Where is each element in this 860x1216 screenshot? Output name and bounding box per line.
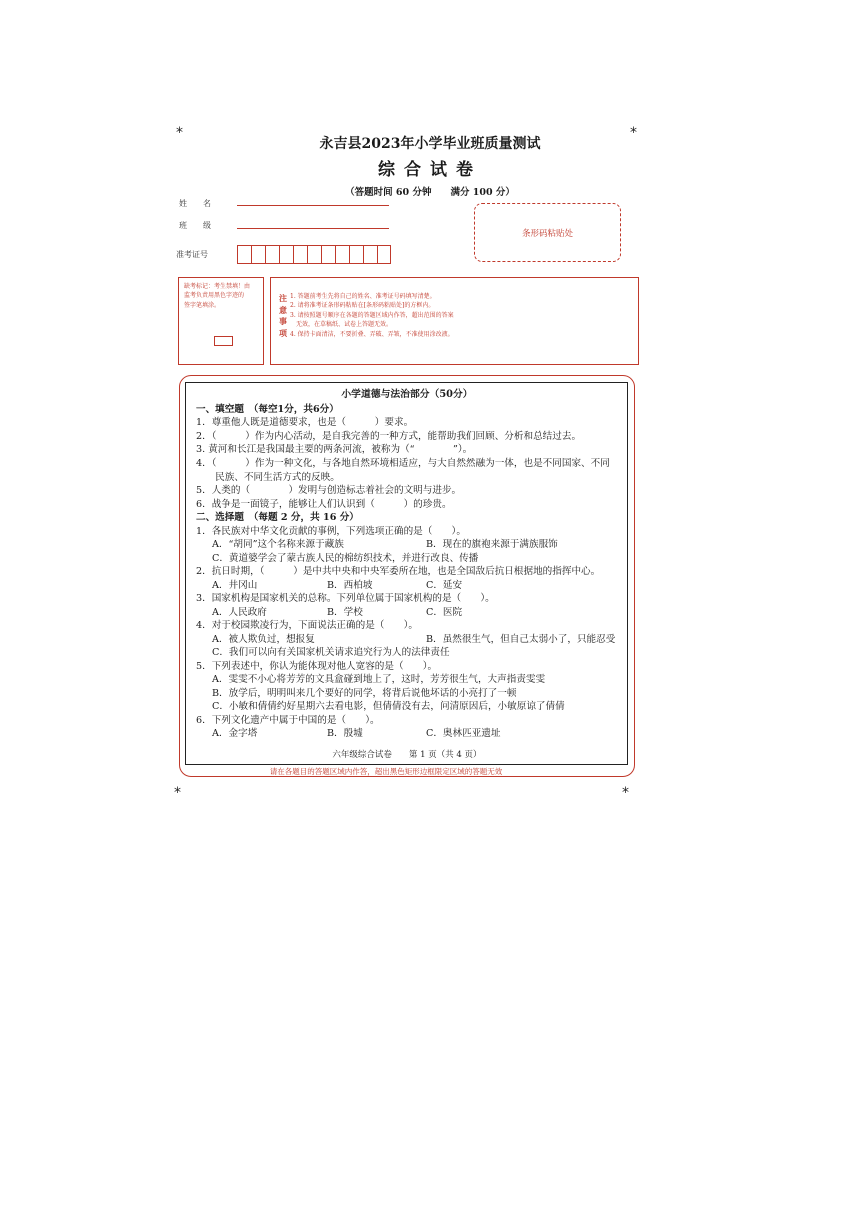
- question-line: 2．（ ）作为内心活动，是自我完善的一种方式，能帮助我们回顾、分析和总结过去。: [196, 431, 582, 442]
- exam-subtitle: 综合试卷: [378, 160, 482, 180]
- question-stem: 4．对于校园欺凌行为，下面说法正确的是（ ）。: [196, 620, 418, 631]
- corner-mark: *: [622, 785, 629, 801]
- notice-item: 3. 请按照题号顺序在各题的答题区域内作答，超出范围的答案: [290, 311, 454, 319]
- id-box[interactable]: [279, 245, 293, 264]
- option-c: C．奥林匹亚遗址: [426, 728, 501, 739]
- notice-vertical-label: 注 意 事 项: [279, 293, 287, 338]
- question-stem: 2．抗日时期，（ ）是中共中央和中央军委所在地，也是全国敌后抗日根据地的指挥中心。: [196, 566, 601, 577]
- option-b: B．放学后，明明叫来几个要好的同学，将背后说他坏话的小亮打了一顿: [212, 688, 517, 699]
- question-line: 1．尊重他人既是道德要求，也是（ ）要求。: [196, 417, 414, 428]
- id-boxes[interactable]: [237, 245, 391, 264]
- question-line: 6．战争是一面镜子，能够让人们认识到（ ）的珍贵。: [196, 499, 452, 510]
- section-title: 小学道德与法治部分（50分）: [341, 389, 473, 400]
- barcode-label: 条形码粘贴处: [521, 228, 573, 239]
- question-stem: 6．下列文化遗产中属于中国的是（ ）。: [196, 715, 380, 726]
- option-a: A．被人欺负过，想报复: [212, 634, 315, 645]
- id-box[interactable]: [251, 245, 265, 264]
- id-box[interactable]: [237, 245, 251, 264]
- corner-mark: *: [174, 785, 181, 801]
- part1-heading: 一、填空题 （每空1分，共6分）: [196, 404, 339, 415]
- id-box[interactable]: [377, 245, 391, 264]
- corner-mark: *: [176, 125, 183, 141]
- id-box[interactable]: [363, 245, 377, 264]
- absence-mark-box: [178, 277, 264, 365]
- id-box[interactable]: [293, 245, 307, 264]
- id-box[interactable]: [349, 245, 363, 264]
- notice-box: [270, 277, 639, 365]
- question-line: 4．（ ）作为一种文化，与各地自然环境相适应，与大自然然融为一体，也是不同国家、不同: [196, 458, 610, 469]
- id-box[interactable]: [307, 245, 321, 264]
- option-c: C．医院: [426, 607, 463, 618]
- option-b: B．学校: [327, 607, 363, 618]
- id-label: 准考证号: [176, 250, 208, 259]
- id-box[interactable]: [321, 245, 335, 264]
- option-b: B．西柏坡: [327, 580, 373, 591]
- question-line: 民族、不同生活方式的反映。: [196, 472, 340, 483]
- option-a: A．雯雯不小心将芳芳的文具盒碰到地上了，这时，芳芳很生气，大声指责雯雯: [212, 674, 546, 685]
- notice-item: 1. 答题前考生先将自己的姓名、准考证号码填写清楚。: [290, 293, 436, 300]
- question-stem: 5．下列表述中，你认为能体现对他人宽容的是（ ）。: [196, 661, 438, 672]
- notice-item: 2. 请将准考证条形码粘贴在[条形码粘贴处]的方框内。: [290, 302, 435, 310]
- page-footer: 六年级综合试卷 第 1 页（共 4 页）: [332, 750, 482, 760]
- name-field[interactable]: [237, 205, 389, 206]
- option-a: A．人民政府: [212, 607, 267, 618]
- exam-title: 永吉县2023年小学毕业班质量测试: [319, 136, 541, 152]
- notice-item: 无效，在草稿纸、试卷上答题无效。: [290, 321, 393, 329]
- id-box[interactable]: [335, 245, 349, 264]
- name-label: 姓 名: [179, 199, 211, 208]
- option-c: C．小敏和倩倩约好星期六去看电影，但倩倩没有去，问清原因后，小敏原谅了倩倩: [212, 701, 565, 712]
- question-stem: 1．各民族对中华文化贡献的事例，下列选项正确的是（ ）。: [196, 526, 466, 537]
- barcode-area: [474, 203, 621, 262]
- option-a: A．“胡同”这个名称来源于藏族: [212, 539, 344, 550]
- option-b: B．现在的旗袍来源于满族服饰: [426, 539, 558, 550]
- option-c: C．延安: [426, 580, 463, 591]
- option-c: C．黄道婆学会了蒙古族人民的棉纺织技术，并进行改良、传播: [212, 553, 479, 564]
- corner-mark: *: [630, 125, 637, 141]
- class-field[interactable]: [237, 228, 389, 229]
- id-box[interactable]: [265, 245, 279, 264]
- question-line: 5．人类的（ ）发明与创造标志着社会的文明与进步。: [196, 485, 462, 496]
- option-c: C．我们可以向有关国家机关请求追究行为人的法律责任: [212, 647, 450, 658]
- option-b: B．殷墟: [327, 728, 363, 739]
- absence-note: 缺考标记：考生禁填！由 监考负责用黑色字迹的 签字笔填涂。: [184, 283, 251, 309]
- question-stem: 3．国家机构是国家机关的总称。下列单位属于国家机构的是（ ）。: [196, 593, 495, 604]
- absence-checkbox[interactable]: [214, 336, 233, 346]
- option-b: B．虽然很生气，但自己太弱小了，只能忍受: [426, 634, 616, 645]
- footer-warning: 请在各题目的答题区域内作答，超出黑色矩形边框限定区域的答题无效: [269, 767, 503, 776]
- part2-heading: 二、选择题 （每题 2 分，共 16 分）: [196, 512, 359, 523]
- notice-list: [290, 292, 454, 339]
- option-a: A．金字塔: [212, 728, 258, 739]
- class-label: 班 级: [179, 221, 211, 230]
- question-line: 3. 黄河和长江是我国最主要的两条河流，被称为（“ ”）。: [196, 444, 473, 455]
- option-a: A．井冈山: [212, 580, 258, 591]
- time-info: （答题时间 60 分钟 满分 100 分）: [345, 187, 515, 198]
- notice-item: 4. 保持卡面清洁，不要折叠、弄破、弄皱，不准使用涂改液。: [290, 330, 454, 338]
